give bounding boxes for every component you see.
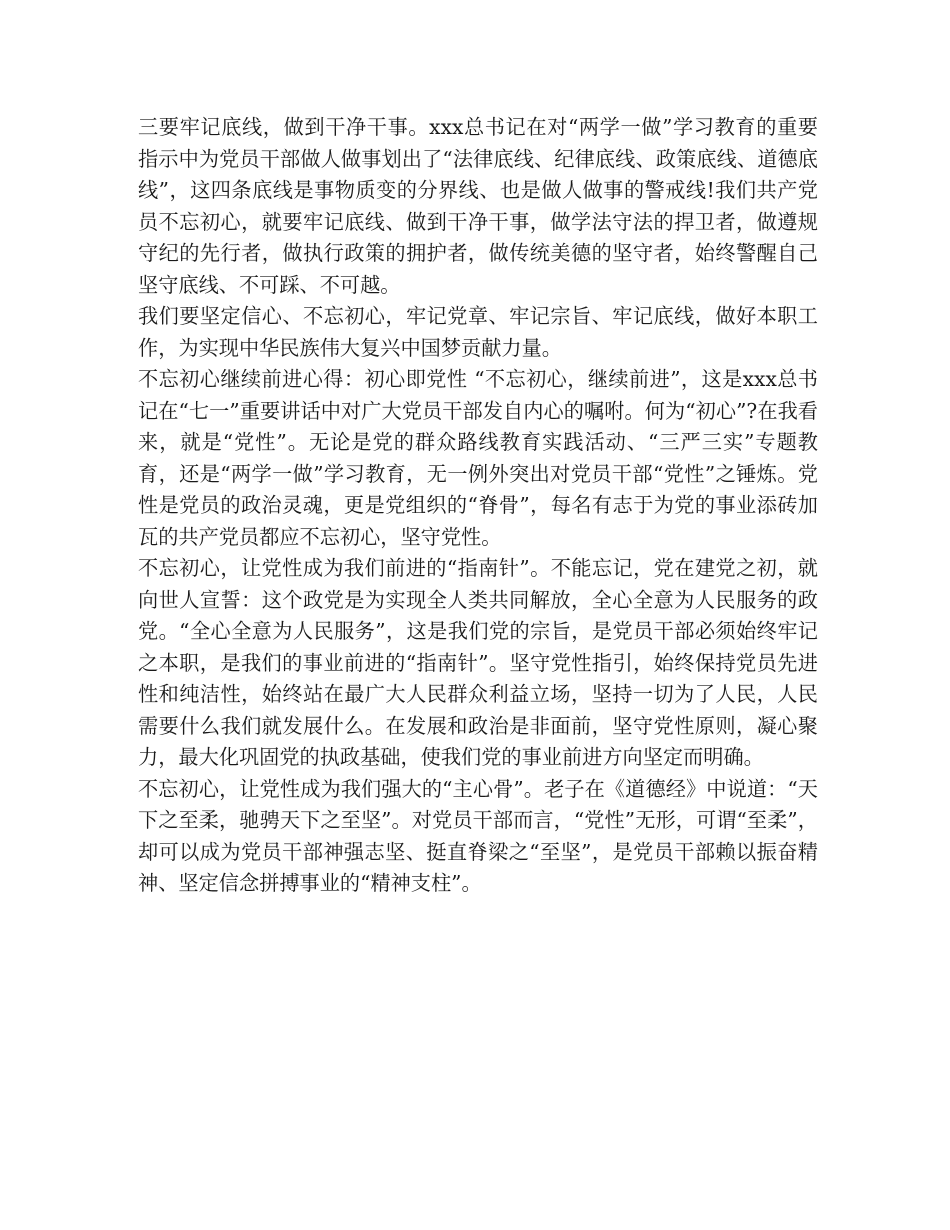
paragraph: 不忘初心，让党性成为我们强大的“主心骨”。老子在《道德经》中说道：“天下之至柔，驰骋天下之至坚”。对党员干部而言，“党性”无形，可谓“至柔”，却可以成为党员干部神强志坚、挺直脊梁之“至坚”，是党员干部赖以振奋精神、坚定信念拼搏事业的“精神支柱”。	[138, 776, 818, 895]
paragraph: 不忘初心继续前进心得：初心即党性 “不忘初心，继续前进”，这是xxx总书记在“七一”重要讲话中对广大党员干部发自内心的嘱咐。何为“初心”?在我看来，就是“党性”。无论是党的群众路线教育实践活动、“三严三实”专题教育，还是“两学一做”学习教育，无一例外突出对党员干部“党性”之锤炼。党性是党员的政治灵魂，更是党组织的“脊骨”，每名有志于为党的事业添砖加瓦的共产党员都应不忘初心，坚守党性。	[138, 367, 818, 549]
paragraph: 三要牢记底线，做到干净干事。xxx总书记在对“两学一做”学习教育的重要指示中为党员干部做人做事划出了“法律底线、纪律底线、政策底线、道德底线”，这四条底线是事物质变的分界线、也是做人做事的警戒线!我们共产党员不忘初心，就要牢记底线、做到干净干事，做学法守法的捍卫者，做遵规守纪的先行者，做执行政策的拥护者，做传统美德的坚守者，始终警醒自己坚守底线、不可踩、不可越。	[138, 115, 818, 297]
paragraph: 我们要坚定信心、不忘初心，牢记党章、牢记宗旨、牢记底线，做好本职工作，为实现中华民族伟大复兴中国梦贡献力量。	[138, 304, 818, 360]
paragraph: 不忘初心，让党性成为我们前进的“指南针”。不能忘记，党在建党之初，就向世人宣誓：这个政党是为实现全人类共同解放，全心全意为人民服务的政党。“全心全意为人民服务”，这是我们党的宗旨，是党员干部必须始终牢记之本职，是我们的事业前进的“指南针”。坚守党性指引，始终保持党员先进性和纯洁性，始终站在最广大人民群众利益立场，坚持一切为了人民，人民需要什么我们就发展什么。在发展和政治是非面前，坚守党性原则，凝心聚力，最大化巩固党的执政基础，使我们党的事业前进方向坚定而明确。	[138, 556, 818, 769]
document-body	[138, 112, 818, 900]
